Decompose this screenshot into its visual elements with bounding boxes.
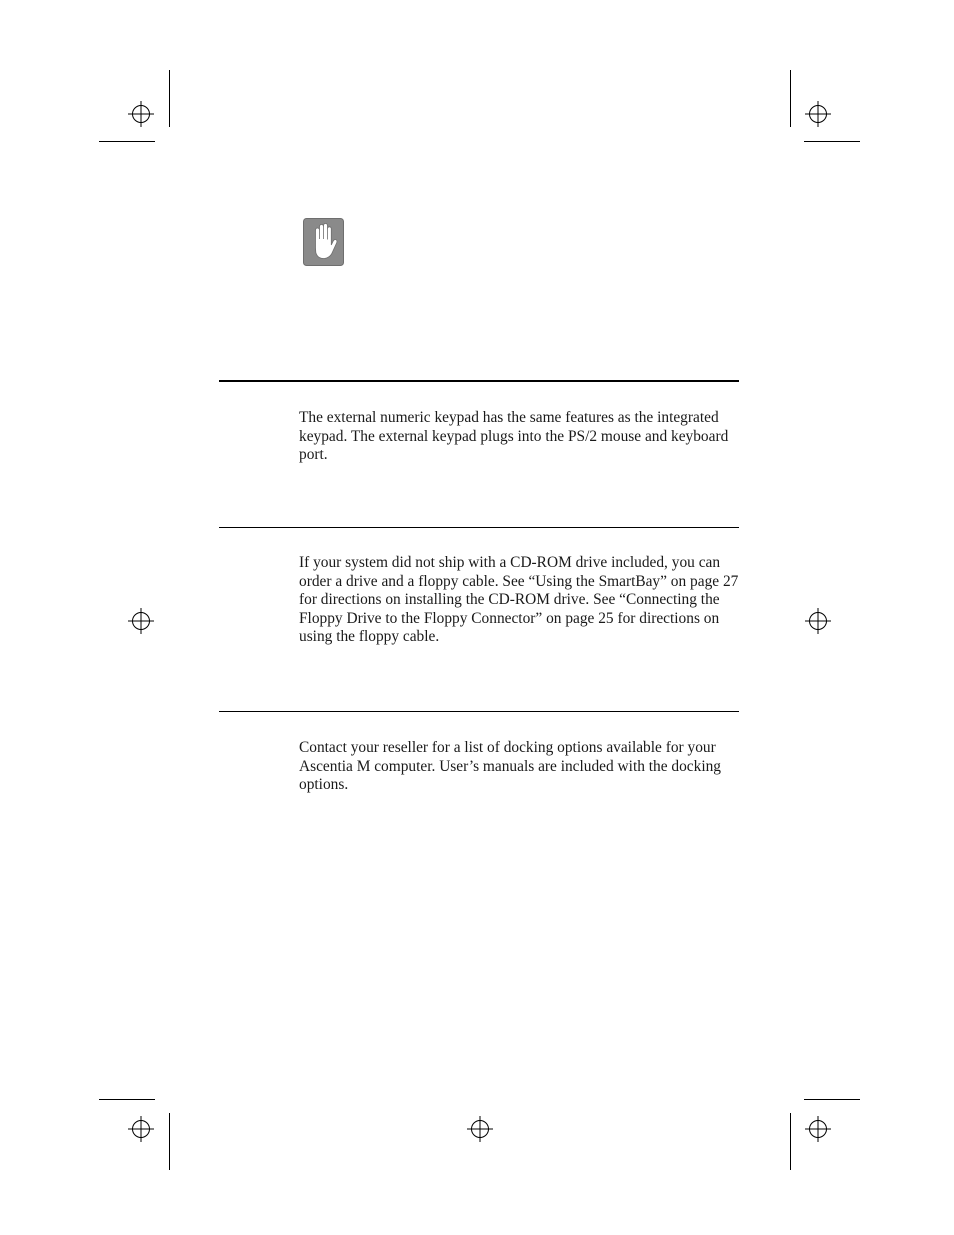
registration-target-icon	[467, 1116, 493, 1142]
registration-target-icon	[805, 101, 831, 127]
trim-mark-top-right-vertical	[790, 70, 791, 127]
registration-target-icon	[128, 1116, 154, 1142]
registration-target-icon	[805, 608, 831, 634]
section-rule	[219, 380, 739, 382]
section-body-cd-rom-drive: If your system did not ship with a CD-ROM drive included, you can order a drive and a floppy cable. See “Using the SmartBay” on page 27 for directions on installing the CD-ROM drive. See “Connecting the Floppy Drive to the Floppy Connector” on page 25 for directions on using the floppy cable.	[299, 554, 739, 646]
caution-hand-icon	[303, 218, 344, 266]
section-body-docking-options: Contact your reseller for a list of docking options available for your Ascentia M computer. User’s manuals are included with the docking options.	[299, 739, 721, 794]
registration-target-icon	[128, 101, 154, 127]
section-body-external-keypad: The external numeric keypad has the same features as the integrated keypad. The external keypad plugs into the PS/2 mouse and keyboard port.	[299, 409, 729, 464]
trim-mark-bottom-left-horizontal	[99, 1099, 155, 1100]
trim-mark-bottom-right-vertical	[790, 1113, 791, 1170]
trim-mark-top-left-horizontal	[99, 141, 155, 142]
trim-mark-top-right-horizontal	[804, 141, 860, 142]
trim-mark-bottom-right-horizontal	[804, 1099, 860, 1100]
section-rule	[219, 711, 739, 712]
registration-target-icon	[128, 608, 154, 634]
section-rule	[219, 527, 739, 528]
trim-mark-top-left-vertical	[169, 70, 170, 127]
trim-mark-bottom-left-vertical	[169, 1113, 170, 1170]
registration-target-icon	[805, 1116, 831, 1142]
